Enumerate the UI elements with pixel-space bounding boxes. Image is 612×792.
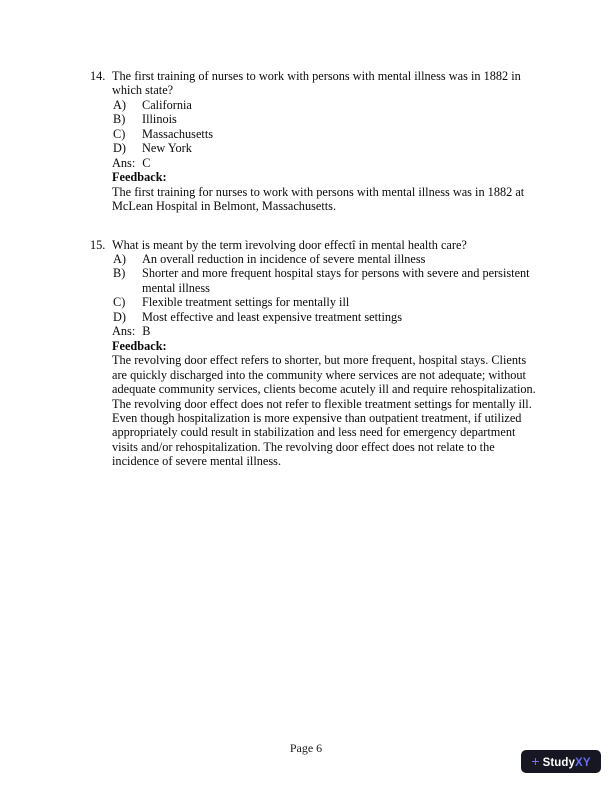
option-text: Massachusetts [142, 126, 214, 141]
question-text: The first training of nurses to work with persons with mental illness was in 1882 in which state? [112, 69, 521, 98]
studyxy-logo [521, 750, 601, 773]
option-letter: A) [113, 251, 126, 266]
answer-option [113, 98, 536, 112]
option-letter: C) [113, 126, 126, 141]
answer-option [113, 295, 536, 309]
feedback-label: Feedback: [112, 170, 167, 185]
option-text: California [142, 97, 192, 112]
option-text: Shorter and more frequent hospital stays for persons with severe and persistent mental illness [142, 266, 530, 295]
answer-option [113, 127, 536, 141]
question-block-15 [90, 238, 536, 469]
answer-label: Ans: [112, 324, 136, 339]
option-letter: D) [113, 141, 126, 156]
answer-value: B [142, 324, 151, 339]
answer-row [112, 324, 536, 338]
option-letter: C) [113, 295, 126, 310]
option-text: An overall reduction in incidence of severe mental illness [142, 251, 426, 266]
option-letter: A) [113, 97, 126, 112]
answer-value: C [142, 155, 151, 170]
question-stem-row [90, 69, 536, 98]
answer-row [112, 156, 536, 170]
question-stem-row [90, 238, 536, 252]
question-block-14 [90, 69, 536, 214]
page-content [90, 69, 536, 469]
brand-name-xy: XY [575, 756, 591, 769]
feedback-label: Feedback: [112, 338, 167, 353]
page-number: Page 6 [289, 741, 323, 755]
brand-name-study: Study [542, 756, 576, 769]
question-text: What is meant by the term ìrevolving door effectî in mental health care? [112, 237, 467, 252]
brand-wordmark [543, 753, 591, 771]
option-letter: D) [113, 309, 126, 324]
option-text: Most effective and least expensive treatment settings [142, 309, 402, 324]
option-text: Flexible treatment settings for mentally ill [142, 295, 350, 310]
answer-option [113, 112, 536, 126]
question-number: 14. [90, 69, 106, 83]
answer-option [113, 266, 536, 295]
answer-option [113, 310, 536, 324]
feedback-text: The revolving door effect refers to shorter, but more frequent, hospital stays. Clients are quickly discharged into the community where services are not adequate; without adequate community services, clients become acutely ill and require rehospitalization. The revolving door effect does not refer to flexible treatment settings for mentally ill. Even though hospitalization is more expensive than outpatient treatment, if utilized appropriately could result in stabilization and less need for emergency department visits and/or rehospitalization. The revolving door effect does not relate to the incidence of severe mental illness. [112, 353, 536, 469]
answer-label: Ans: [112, 155, 136, 170]
option-text: Illinois [142, 112, 177, 127]
option-letter: B) [113, 266, 126, 281]
answer-option [113, 141, 536, 155]
question-number: 15. [90, 237, 106, 252]
feedback-text: The first training for nurses to work with persons with mental illness was in 1882 at McLean Hospital in Belmont, Massachusetts. [112, 184, 525, 214]
option-letter: B) [113, 112, 126, 127]
option-text: New York [142, 141, 192, 156]
answer-option [113, 252, 536, 266]
plus-icon: + [531, 753, 540, 769]
